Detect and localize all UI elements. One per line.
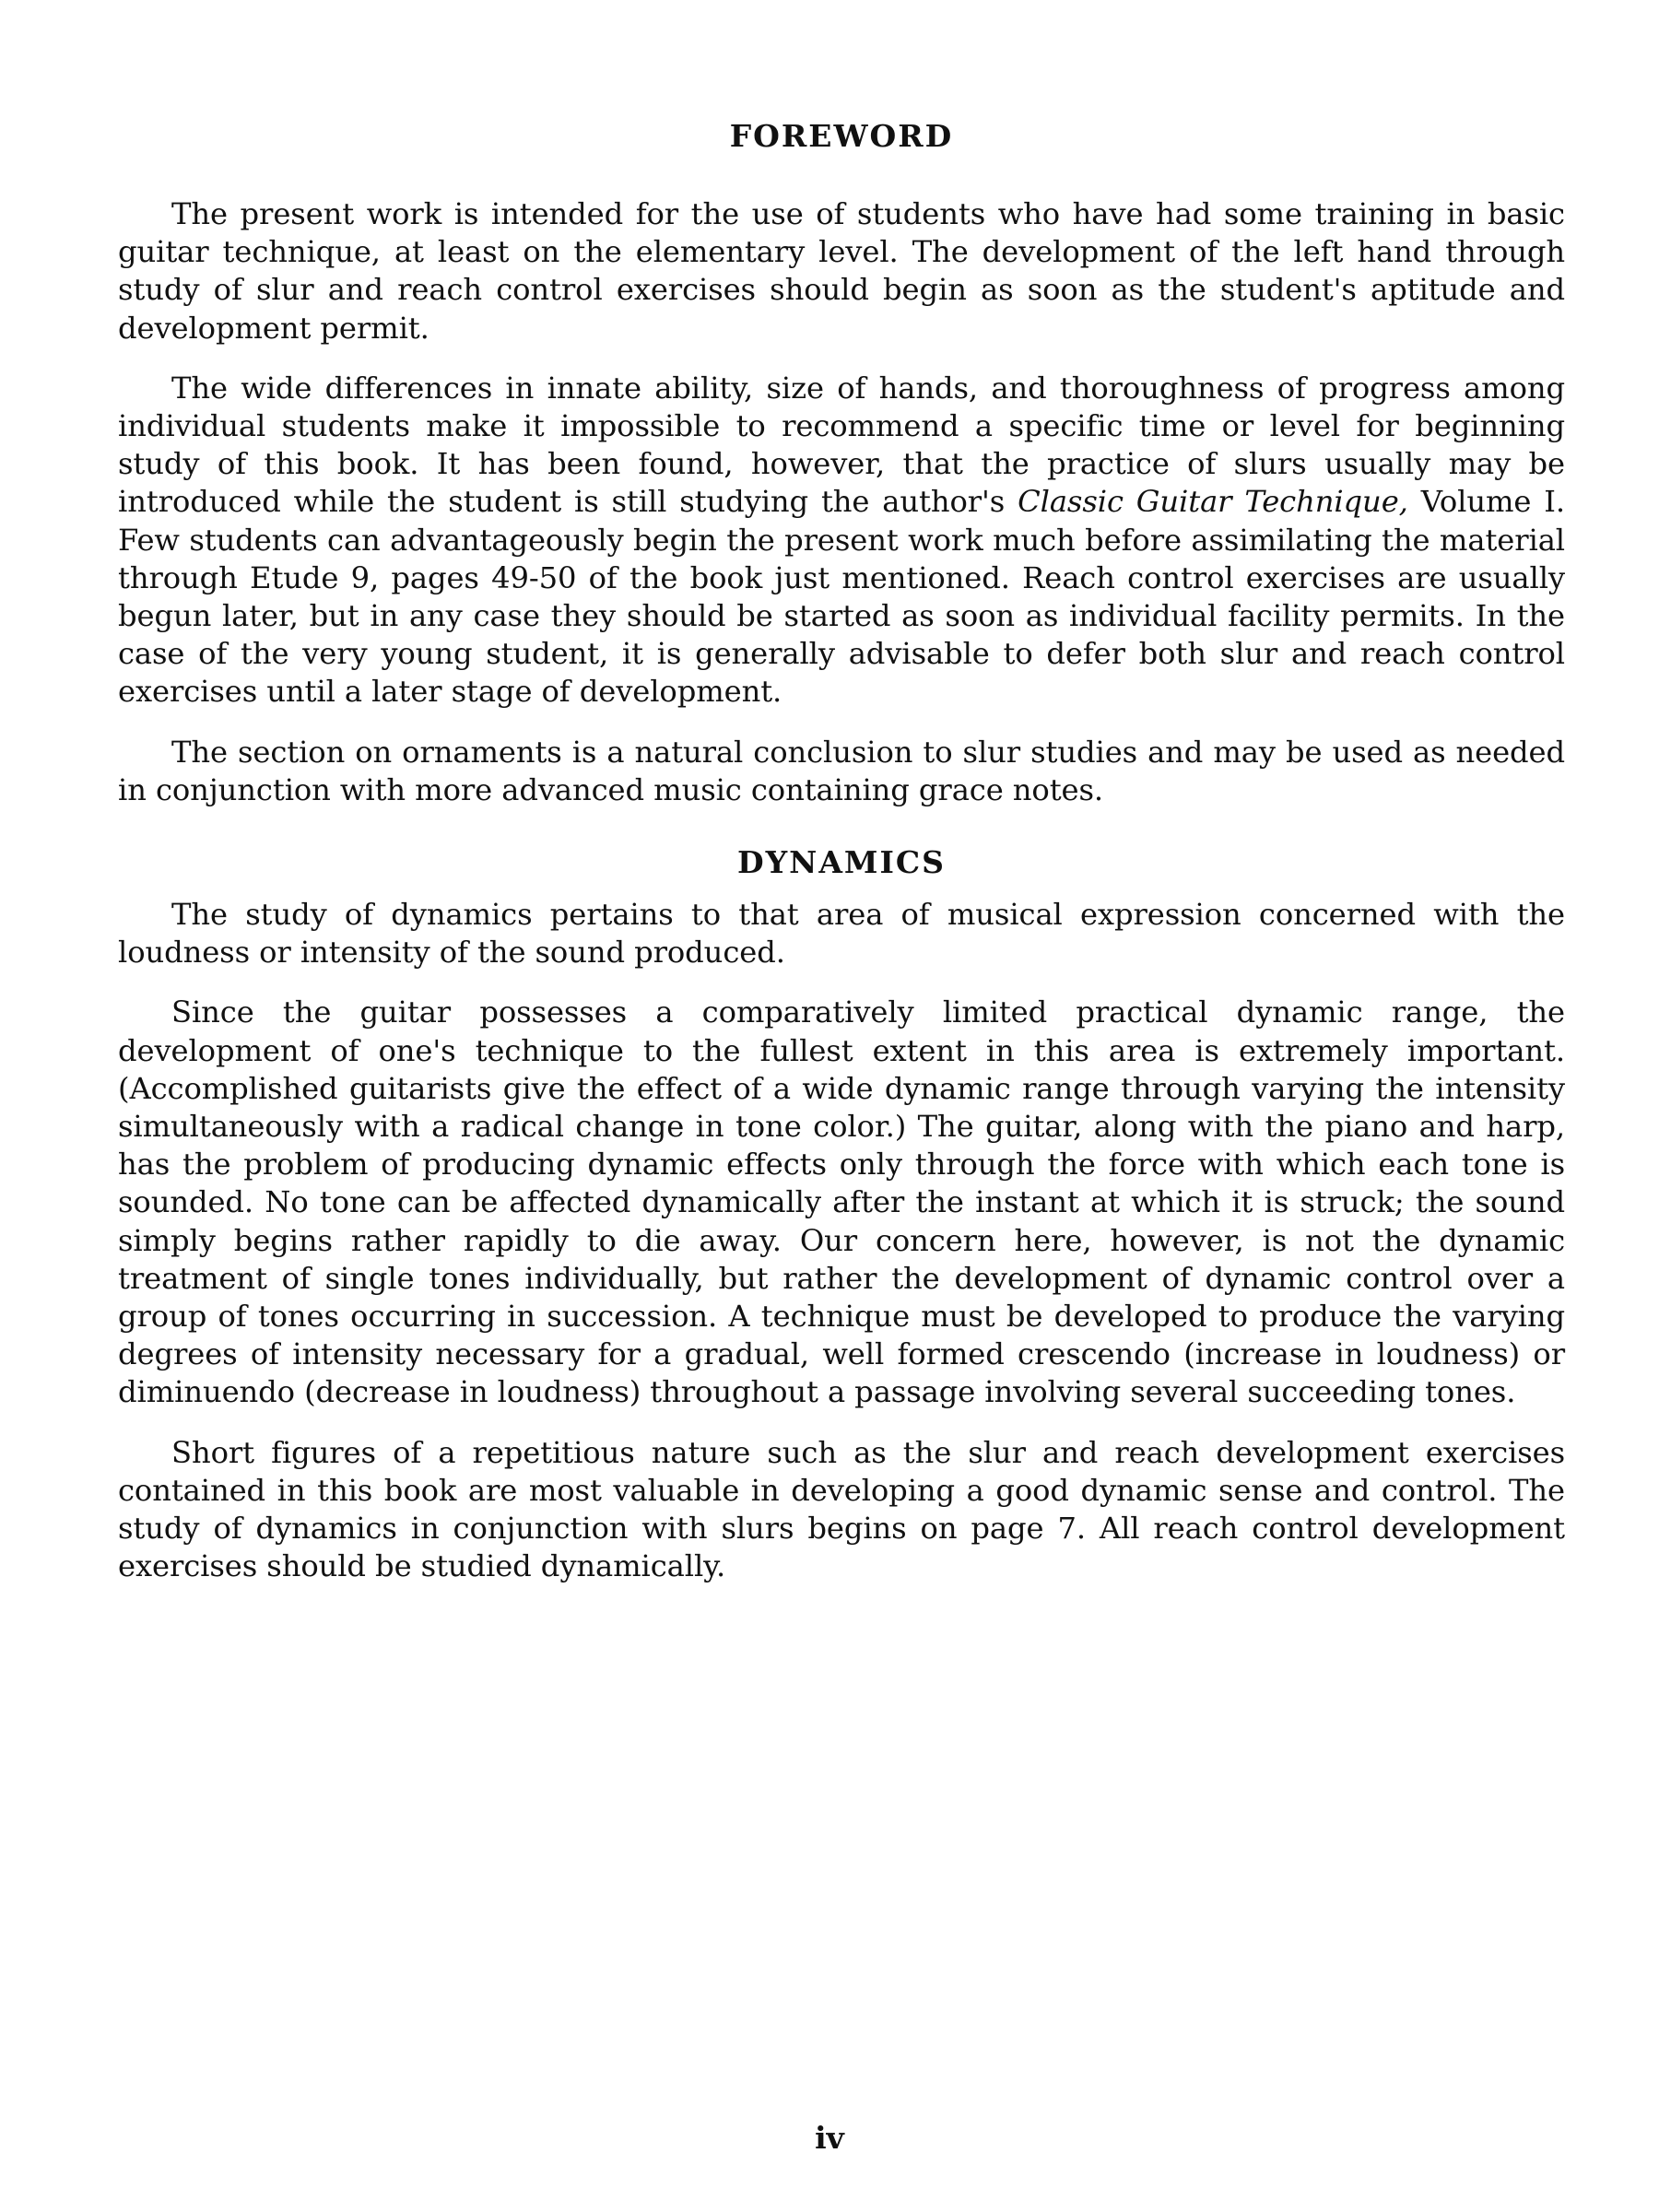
dynamics-heading: DYNAMICS <box>736 844 946 881</box>
dynamics-paragraph-2: Since the guitar possesses a comparatively limited practical dynamic range, the development of one's technique to the fullest extent in this area is extremely important. (Accomplished guitarists give the effect of a wide dynamic range through varying the intensity simultaneously with a radical change in tone color.) The guitar, along with the piano and harp, has the problem of producing dynamic effects only through the force with which each tone is sounded. No tone can be affected dynamically after the instant at which it is struck; the sound simply begins rather rapidly to die away. Our concern here, however, is not the dynamic treatment of single tones individually, but rather the development of dynamic control over a group of tones occurring in succession. A technique must be developed to produce the varying degrees of intensity necessary for a gradual, well formed crescendo (increase in loudness) or diminuendo (decrease in loudness) throughout a passage involving several succeeding tones. <box>118 994 1565 1410</box>
foreword-paragraph-2-text-after: Volume I. Few students can advantageously begin the present work much before assimilating the material through Etude 9, pages 49-50 of the book just mentioned. Reach control exercises are usually begun later, but in any case they should be started as soon as individual facility permits. In the case of the very young student, it is generally advisable to defer both slur and reach control exercises until a later stage of development. <box>118 484 1566 710</box>
dynamics-paragraph-1: The study of dynamics pertains to that area of musical expression concerned with the loudness or intensity of the sound produced. <box>118 897 1565 971</box>
foreword-paragraph-2 <box>118 370 1565 712</box>
foreword-paragraph-1: The present work is intended for the use of students who have had some training in basic guitar technique, at least on the elementary level. The development of the left hand through study of slur and reach control exercises should begin as soon as the student's aptitude and development permit. <box>118 196 1565 346</box>
dynamics-paragraph-3: Short figures of a repetitious nature such as the slur and reach development exercises contained in this book are most valuable in developing a good dynamic sense and control. The study of dynamics in conjunction with slurs begins on page 7. All reach control development exercises should be studied dynamically. <box>118 1434 1565 1584</box>
foreword-paragraph-3: The section on ornaments is a natural conclusion to slur studies and may be used as needed in conjunction with more advanced music containing grace notes. <box>118 734 1565 807</box>
page-number: iv <box>815 2120 844 2156</box>
foreword-heading: FOREWORD <box>729 118 954 154</box>
text-column <box>118 118 1565 1608</box>
book-title-classic-guitar-technique: Classic Guitar Technique, <box>1018 484 1408 520</box>
foreword-paragraph-2-text-before: The wide differences in innate ability, size of hands, and thoroughness of progress among individual students make it impossible to recommend a specific time or level for beginning study of this book. It has been found, however, that the practice of slurs usually may be introduced while the student is still studying the author's <box>118 370 1565 520</box>
